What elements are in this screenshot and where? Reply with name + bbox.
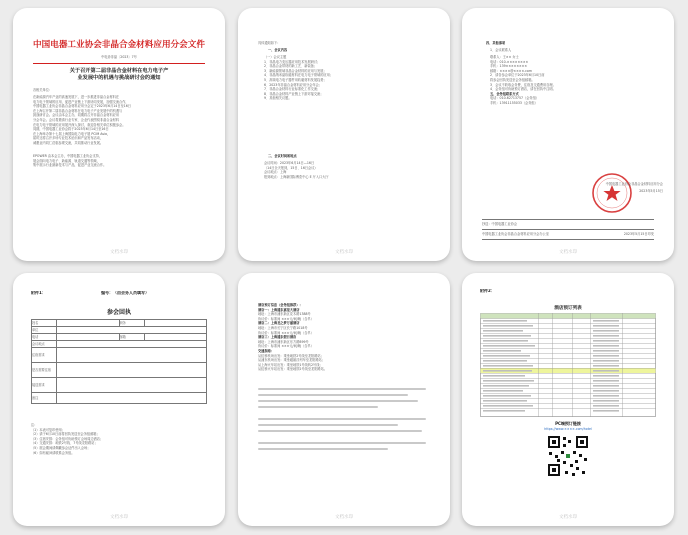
footer-rule	[482, 229, 654, 230]
contact-label: 1．会议联系人	[490, 48, 512, 52]
document-page-6[interactable]	[462, 273, 674, 526]
note-line: （6）如有疑问请联系会务组。	[31, 450, 75, 455]
form-title: 参会回执	[106, 309, 131, 316]
table-cell[interactable]	[57, 393, 207, 404]
qr-code-icon	[546, 434, 590, 478]
topic-item: 1．非晶电力变压器应用技术发展研讨；	[264, 59, 321, 64]
table-cell: 姓名	[32, 320, 57, 327]
body-line: 诚邀业内同仁莅临参观交流，共同推动行业发展。	[33, 140, 104, 145]
body-line: 在上海举办第十七届上海国际电力电子展 PCIM Asia，	[33, 131, 111, 136]
qr-link[interactable]: https://www.××××.com/hotel	[544, 427, 592, 431]
table-cell: 职务	[119, 320, 144, 327]
table-row	[32, 334, 207, 341]
table-cell: 备注	[32, 393, 57, 404]
table-cell[interactable]	[57, 320, 120, 327]
hotel-line: 从虹桥机场出发：乘坐地铁2号线至龙阳路站；	[258, 353, 324, 358]
table-row	[32, 348, 207, 363]
note-line: （4）交通安排：地铁2号线、7号线龙阳路站；	[31, 441, 98, 446]
table-cell[interactable]	[144, 320, 207, 327]
topic-item: 5．高频电力电子器件用软磁材料发展趋势；	[264, 77, 327, 82]
note-line: 注：	[31, 423, 38, 427]
topic-item: 7．非晶合金材料行业标准化工作交流；	[264, 87, 321, 92]
table-row	[32, 327, 207, 334]
body-line: 届时还将召开多场专业技术论坛和产品发布活动，	[33, 136, 104, 141]
table-row	[32, 320, 207, 327]
note-line: （5）展会期间请佩戴参会证件出入会场；	[31, 445, 91, 450]
hotel-line: 从上海火车站出发：乘坐地铁1号线转2号线；	[258, 362, 323, 367]
section-heading: 二、会议时间和地点	[268, 154, 297, 158]
red-rule	[33, 63, 205, 64]
time-line: 会议地点：上海	[264, 170, 287, 175]
hotel-line: 酒店二：上海龙之梦万丽酒店	[258, 321, 300, 326]
text-placeholder-line	[258, 400, 418, 402]
topic-item: 9．其他相关议题。	[264, 96, 292, 101]
contact-line: 2．请各参会单位于2023年6月10日前	[490, 73, 545, 78]
table-cell: 邮箱	[119, 334, 144, 341]
hotel-list-table	[480, 313, 656, 417]
hotel-info	[258, 303, 430, 372]
doc-number: 中电协非晶〔2023〕7号	[101, 55, 137, 59]
table-cell: 电话	[32, 334, 57, 341]
body-line: 展会面向电力电子、新能源、轨道交通等领域，	[33, 158, 100, 163]
contact-line: 3．会议不收取会务费，住宿及交通费用自理。	[490, 82, 556, 87]
notice-title	[13, 68, 225, 82]
section-heading: 四、其他事项	[486, 41, 506, 45]
text-placeholder-line	[258, 418, 426, 420]
hotel-line: 协议价：标准间 ×××元/间/晚（含早）	[258, 316, 314, 321]
time-line: （14日全天报到，15日、16日会议）	[264, 165, 318, 170]
hotel-line: 地址：上海市浦东新区花木路1388号	[258, 312, 311, 317]
footer-issue: 中国电器工业协会非晶合金材料应用分会办公室	[482, 232, 549, 236]
footer-rule	[482, 219, 654, 220]
hotel-line: 协议价：标准间 ×××元/间/晚（含早）	[258, 344, 314, 349]
note-line: （2）请于6月10日前将回执发送至会务组邮箱；	[31, 432, 100, 437]
body-paragraph-2	[33, 154, 205, 168]
topic-list	[264, 55, 436, 101]
document-page-4[interactable]	[13, 273, 225, 526]
table-cell[interactable]	[57, 341, 207, 348]
table-cell: 单位	[32, 327, 57, 334]
table-title: 酒店预订列表	[554, 306, 582, 311]
contact-line: 电话：010-××××××××	[490, 59, 529, 64]
contact-line: 将参会回执发送至会务组邮箱。	[490, 77, 535, 82]
time-line: 报到地点：上海新国际博览中心 E 厅入口大厅	[264, 174, 329, 179]
topic-item: 4．非晶纳米晶软磁材料在电力电子领域的应用；	[264, 73, 333, 78]
body-line: 同期，中国电器工业协会将于2023年6月14日至16日	[33, 127, 109, 132]
body-line: EPOWER 由本会主办，中国电器工业协会支持，	[33, 154, 103, 158]
table-row	[32, 393, 207, 404]
body-line: 分会年会。会议将邀请行业专家、企业代表围绕非晶合金材料	[33, 117, 120, 122]
contact-line: 五、会务组联系方式	[490, 91, 519, 96]
page-watermark: 文档水印	[110, 515, 128, 520]
topic-item: 2．非晶合金带材的新工艺、新装备；	[264, 64, 318, 69]
table-cell[interactable]	[144, 334, 207, 341]
body-paragraph	[33, 95, 205, 146]
notice-title-line: 业发展中的机遇与挑战研讨会的通知	[77, 75, 161, 81]
text-placeholder-line	[258, 442, 426, 444]
hotel-line: 地址：上海市浦东新区东方路899号	[258, 339, 309, 344]
document-page-1[interactable]	[13, 8, 225, 261]
contact-line: 电话：010-62713757（会务组）	[490, 96, 539, 101]
hotel-line: 从虹桥火车站出发：乘坐地铁2号线至龙阳路站。	[258, 367, 327, 372]
hotel-line: 地址：上海市长宁区长宁路1018号	[258, 325, 308, 330]
text-placeholder-line	[258, 448, 388, 450]
salutation: 各相关单位：	[33, 88, 53, 92]
table-cell: 会议地点	[32, 341, 57, 348]
form-code: 编号：（由会务人员填写）	[101, 291, 149, 295]
note-line: （1）本表可复印使用；	[31, 427, 65, 432]
contact-line: 手机：139××××××××	[490, 64, 528, 69]
page-watermark: 文档水印	[335, 250, 353, 255]
document-page-5[interactable]	[238, 273, 450, 526]
body-line: 集中展示行业最新技术与产品，促进产业交流合作。	[33, 163, 107, 168]
table-cell: 是否需要住宿	[32, 363, 57, 378]
hotel-line: 酒店三：上海浦东假日酒店	[258, 335, 297, 340]
table-cell: 接送需求	[32, 378, 57, 393]
contact-line: 联系人：王×× 女士	[490, 55, 519, 59]
signature-org: 中国电器工业协会非晶合金材料应用分会	[605, 182, 663, 186]
footer-cc: 抄送：中国电器工业协会	[482, 222, 518, 226]
time-line: 会议时间：2023年6月14日—16日	[264, 161, 315, 165]
table-cell[interactable]	[57, 378, 207, 393]
hotel-line: 酒店一：上海浦东嘉里大酒店	[258, 307, 300, 312]
body-line: 中国电器工业协会非晶合金材料应用分会定于2023年6月14日至16日	[33, 104, 131, 109]
topic-item: （一）会议主题	[264, 55, 287, 59]
table-row	[32, 378, 207, 393]
table-row	[32, 363, 207, 378]
text-placeholder-line	[258, 388, 426, 390]
footer-rule	[482, 239, 654, 240]
table-cell[interactable]	[57, 348, 207, 363]
contact-list	[490, 55, 660, 106]
body-line: 在上海召开第二届非晶合金材料在电力电子产业发展中的机遇与	[33, 108, 123, 113]
qr-caption: PC端预订链接	[555, 421, 581, 426]
body-line: 电力电子领域的应用，促进产业链上下游协同发展，加强交流合作，	[33, 99, 129, 104]
hotel-line: 协议价：标准间 ×××元/间/晚（含早）	[258, 330, 314, 335]
table-cell: 住宿需求	[32, 348, 57, 363]
page-watermark: 文档水印	[559, 515, 577, 520]
document-page-2[interactable]	[238, 8, 450, 261]
text-placeholder-line	[258, 406, 378, 408]
table-cell[interactable]	[57, 327, 207, 334]
section-heading: 一、会议内容	[268, 48, 288, 52]
text-placeholder-line	[258, 394, 408, 396]
reply-form-table	[31, 319, 207, 404]
attachment-label: 附件1：	[31, 291, 46, 295]
time-place-list	[264, 161, 436, 179]
topic-item: 3．新能源领域非晶合金材料的应用与发展；	[264, 68, 327, 73]
topic-item: 6．2023年非晶合金材料应用分会年会；	[264, 82, 322, 87]
form-notes	[31, 423, 207, 455]
table-row	[32, 341, 207, 348]
table-cell[interactable]	[57, 363, 207, 378]
contact-line: 4．会务组可协助预订酒店，请在回执中注明。	[490, 87, 556, 92]
note-line: （3）住宿安排：会务组可协助预订会场周边酒店；	[31, 436, 104, 441]
contact-line: 邮箱：××××@××××.com	[490, 68, 532, 73]
footer-date: 2023年5月15日印发	[623, 232, 654, 236]
table-cell[interactable]	[57, 334, 120, 341]
hotel-line: 酒店预订信息（会务组推荐）：	[258, 303, 303, 307]
notice-title-line: 关于召开第二届非晶合金材料在电力电子产	[69, 68, 169, 74]
body-line: 挑战研讨会。会议由本会主办，同期将召开非晶合金材料应用	[33, 113, 120, 118]
org-header: 中国电器工业协会非晶合金材料应用分会文件	[33, 40, 205, 50]
contact-line: 手机：13911155033（会务组）	[490, 100, 538, 105]
hotel-line: 从浦东机场出发：乘坐磁悬浮列车至龙阳路站；	[258, 358, 325, 363]
topic-item: 8．非晶合金材料产业链上下游对接交流；	[264, 91, 324, 96]
body-line: 在新能源汽车产业的高速发展下，进一步推进非晶合金材料在	[33, 95, 120, 99]
intro-text: 具体通知如下：	[258, 41, 281, 45]
attachment-label: 附件2：	[480, 289, 495, 293]
page-watermark: 文档水印	[335, 515, 353, 520]
text-placeholder-line	[258, 424, 398, 426]
body-line: 在电力电子领域的应用展开深入探讨，欢迎各相关单位积极参会。	[33, 122, 126, 127]
document-page-3[interactable]	[462, 8, 674, 261]
text-placeholder-line	[258, 430, 422, 432]
page-watermark: 文档水印	[559, 250, 577, 255]
hotel-line: 交通指南：	[258, 348, 274, 353]
page-watermark: 文档水印	[110, 250, 128, 255]
signature-date: 2023年5月15日	[639, 189, 663, 193]
